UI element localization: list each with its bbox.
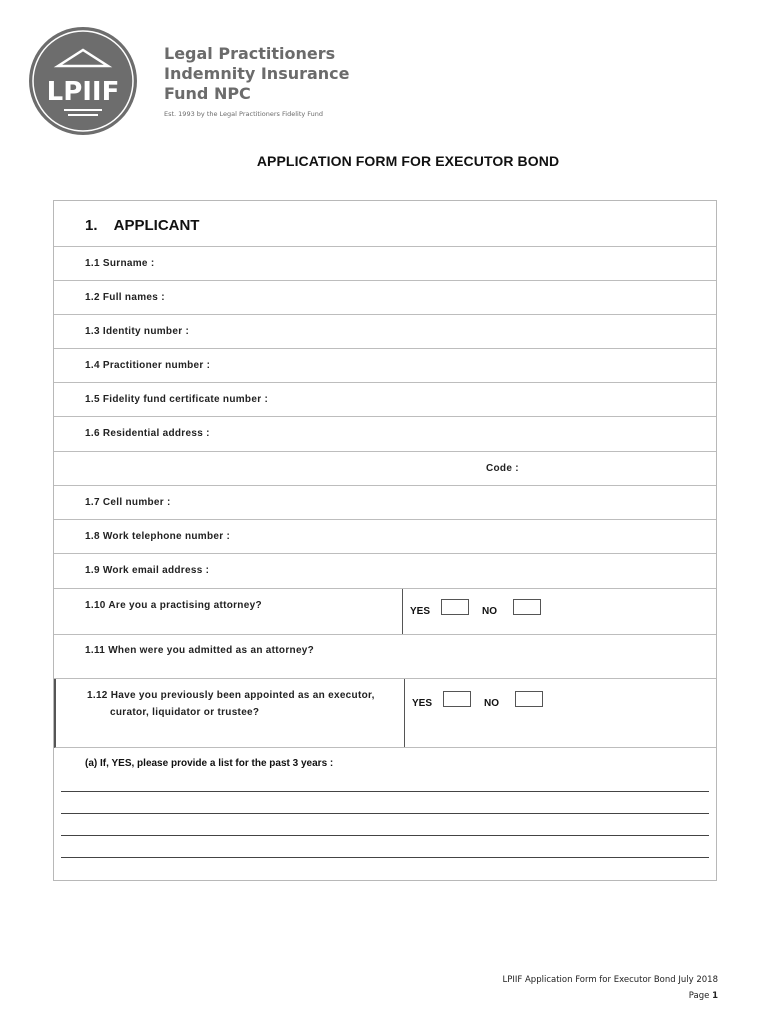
page-label: Page (688, 991, 710, 1001)
admitted-when-label: 1.11 When were you admitted as an attorney? (85, 645, 315, 656)
section-number: 1. (85, 217, 98, 234)
full-names-label: 1.2 Full names : (85, 292, 165, 303)
identity-number-field[interactable] (54, 315, 716, 349)
list-line-2[interactable] (61, 813, 709, 814)
fidelity-fund-field[interactable] (54, 383, 716, 417)
established-note: Est. 1993 by the Legal Practitioners Fidelity Fund (164, 110, 324, 118)
practising-attorney-label: 1.10 Are you a practising attorney? (85, 600, 262, 611)
address-code-field[interactable] (54, 452, 716, 486)
previous-appointments-list (54, 748, 716, 881)
logo-text: LPIIF (46, 77, 120, 107)
application-form (53, 200, 717, 881)
org-name-line-1: Legal Practitioners (164, 44, 336, 63)
if-yes-label: (a) If, YES, please provide a list for the past 3 years : (85, 758, 334, 769)
work-telephone-label: 1.8 Work telephone number : (85, 531, 231, 542)
footer-document-name: LPIIF Application Form for Executor Bond July 2018 (502, 975, 718, 985)
previously-appointed-row (54, 679, 716, 748)
no-label: NO (484, 698, 499, 709)
code-label: Code : (486, 463, 519, 474)
admitted-when-field[interactable] (54, 635, 716, 679)
yes-label: YES (412, 698, 433, 709)
surname-field[interactable] (54, 247, 716, 281)
practising-no-checkbox[interactable] (513, 599, 541, 615)
previously-appointed-label-1: 1.12 Have you previously been appointed as an executor, (87, 690, 375, 701)
no-label: NO (482, 606, 497, 617)
previously-appointed-label-2: curator, liquidator or trustee? (110, 707, 260, 718)
fidelity-fund-label: 1.5 Fidelity fund certificate number : (85, 394, 269, 405)
practising-yes-checkbox[interactable] (441, 599, 469, 615)
section-header-row (54, 201, 716, 247)
section-title (85, 217, 199, 234)
cell-number-field[interactable] (54, 486, 716, 520)
list-line-1[interactable] (61, 791, 709, 792)
work-telephone-field[interactable] (54, 520, 716, 554)
lpiif-logo (28, 26, 138, 136)
identity-number-label: 1.3 Identity number : (85, 326, 190, 337)
residential-address-field[interactable] (54, 417, 716, 452)
work-email-field[interactable] (54, 554, 716, 589)
surname-label: 1.1 Surname : (85, 258, 155, 269)
section-name: APPLICANT (113, 217, 200, 234)
cell-number-label: 1.7 Cell number : (85, 497, 171, 508)
residential-address-label: 1.6 Residential address : (85, 428, 210, 439)
page-number-value: 1 (712, 991, 718, 1001)
org-name-line-2: Indemnity Insurance (164, 64, 350, 83)
organisation-name (164, 44, 350, 118)
org-name-line-3: Fund NPC (164, 84, 251, 103)
column-divider (404, 679, 405, 747)
practitioner-number-field[interactable] (54, 349, 716, 383)
practising-attorney-row (54, 589, 716, 635)
practitioner-number-label: 1.4 Practitioner number : (85, 360, 211, 371)
appointed-yes-checkbox[interactable] (443, 691, 471, 707)
full-names-field[interactable] (54, 281, 716, 315)
page-number (503, 988, 718, 1004)
yes-label: YES (410, 606, 431, 617)
column-divider (402, 589, 403, 634)
work-email-label: 1.9 Work email address : (85, 565, 210, 576)
form-title: APPLICATION FORM FOR EXECUTOR BOND (256, 153, 560, 169)
list-line-4[interactable] (61, 857, 709, 858)
list-line-3[interactable] (61, 835, 709, 836)
appointed-no-checkbox[interactable] (515, 691, 543, 707)
page-footer (503, 972, 718, 1004)
